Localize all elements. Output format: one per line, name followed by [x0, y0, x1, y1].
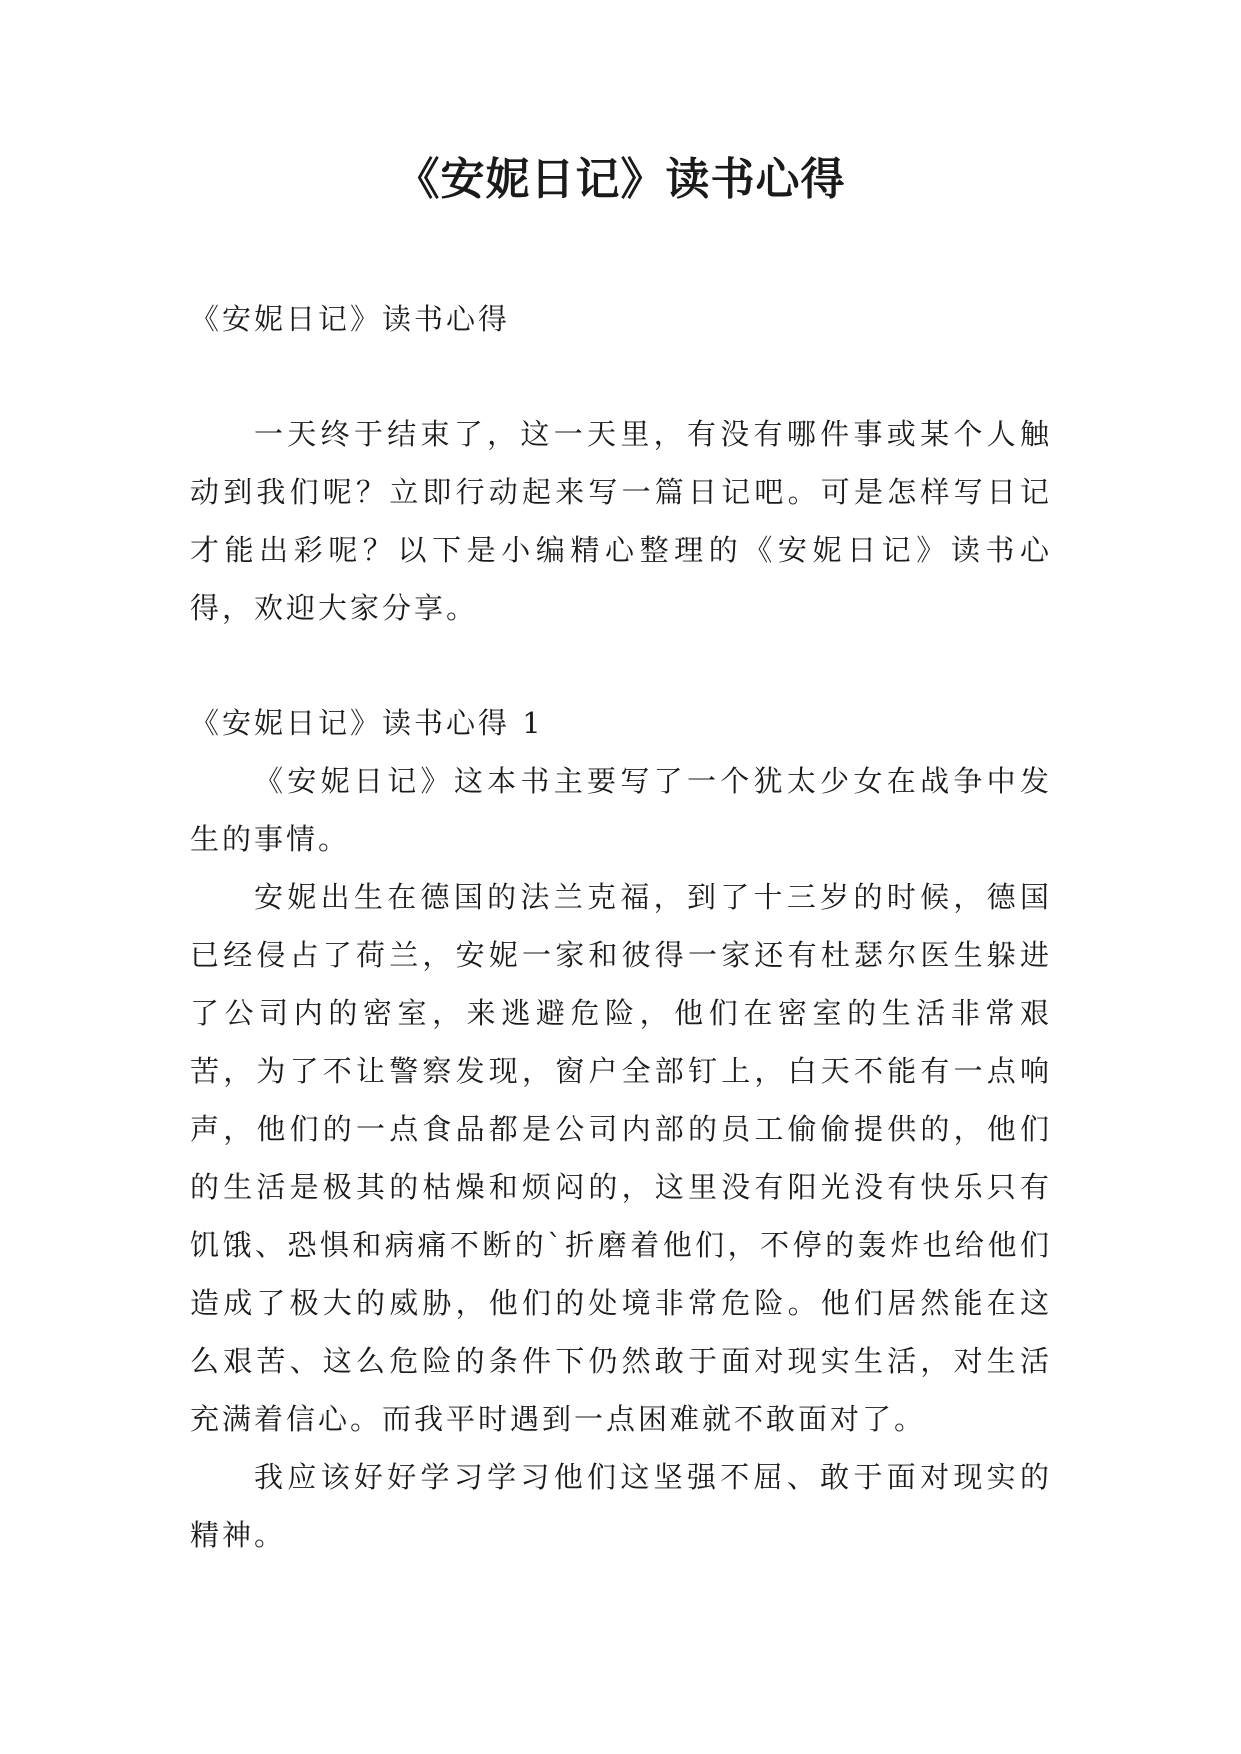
spacer	[190, 637, 1052, 694]
section-heading: 《安妮日记》读书心得 1	[190, 706, 544, 740]
spacer	[190, 348, 1052, 405]
intro-paragraph: 一天终于结束了，这一天里，有没有哪件事或某个人触动到我们呢？立即行动起来写一篇日记吧。可是怎样写日记才能出彩呢？以下是小编精心整理的《安妮日记》读书心得，欢迎大家分享。	[190, 417, 1052, 625]
section-paragraph-3: 我应该好好学习学习他们这坚强不屈、敢于面对现实的精神。	[190, 1460, 1052, 1552]
document-body	[190, 290, 1052, 1564]
section-paragraph-2: 安妮出生在德国的法兰克福，到了十三岁的时候，德国已经侵占了荷兰，安妮一家和彼得一家还有杜瑟尔医生躲进了公司内的密室，来逃避危险，他们在密室的生活非常艰苦，为了不让警察发现，窗户全部钉上，白天不能有一点响声，他们的一点食品都是公司内部的员工偷偷提供的，他们的生活是极其的枯燥和烦闷的，这里没有阳光没有快乐只有饥饿、恐惧和病痛不断的`折磨着他们，不停的轰炸也给他们造成了极大的威胁，他们的处境非常危险。他们居然能在这么艰苦、这么危险的条件下仍然敢于面对现实生活，对生活充满着信心。而我平时遇到一点困难就不敢面对了。	[190, 880, 1052, 1436]
section-paragraph-1: 《安妮日记》这本书主要写了一个犹太少女在战争中发生的事情。	[190, 764, 1052, 856]
document-title: 《安妮日记》读书心得	[395, 154, 846, 205]
document-subtitle: 《安妮日记》读书心得	[190, 302, 511, 336]
